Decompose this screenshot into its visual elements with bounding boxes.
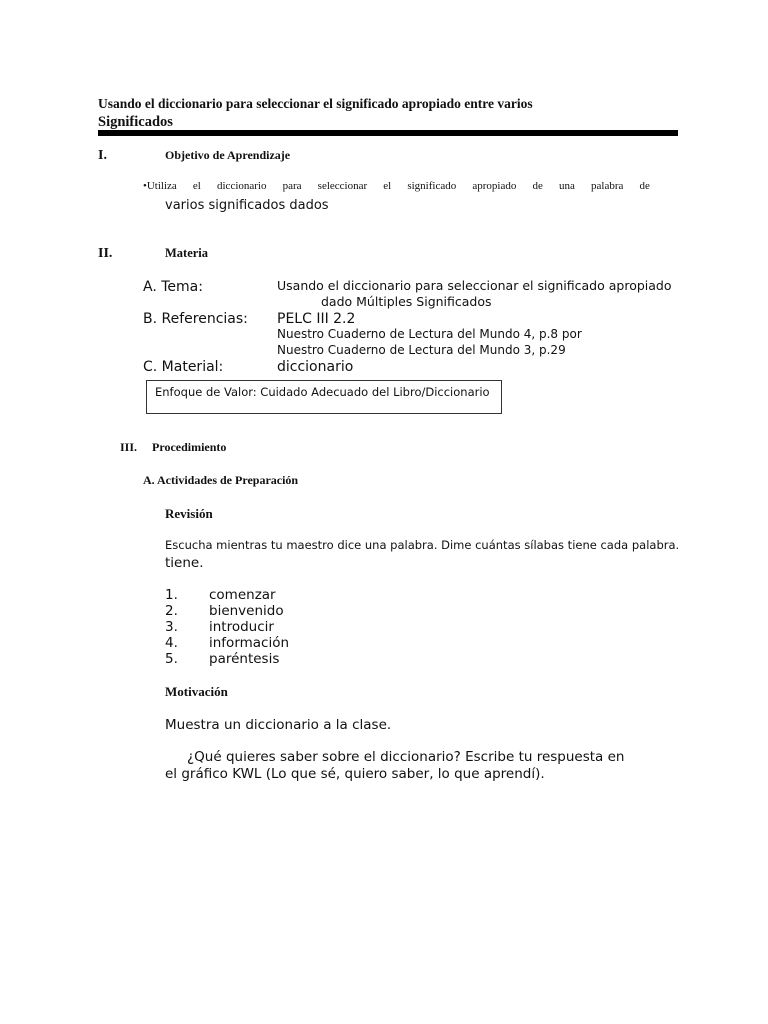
section-2-numeral: II.: [98, 246, 113, 261]
objective-bullet-word: apropiado: [472, 180, 517, 192]
section-3-numeral: III.: [120, 440, 138, 454]
title-divider: [98, 130, 678, 136]
section-1-heading: Objetivo de Aprendizaje: [165, 148, 291, 162]
document-title-line2: Significados: [98, 114, 173, 130]
revision-instruction: Escucha mientras tu maestro dice una palabra. Dime cuántas sílabas tiene cada palabra.: [165, 538, 680, 552]
motivation-line2: ¿Qué quieres saber sobre el diccionario? Escribe tu respuesta en: [187, 749, 625, 765]
objective-bullet-word: seleccionar: [317, 180, 368, 192]
list-item-number: 5.: [165, 651, 178, 667]
referencias-value-line3: Nuestro Cuaderno de Lectura del Mundo 3, p.29: [277, 343, 566, 357]
list-item-number: 3.: [165, 619, 178, 635]
objective-bullet-word: de: [532, 180, 543, 192]
objective-bullet-word: el: [192, 180, 201, 192]
list-item-word: información: [209, 635, 290, 651]
value-focus-text: Enfoque de Valor: Cuidado Adecuado del Libro/Diccionario: [155, 385, 490, 399]
objective-bullet-word: de: [639, 180, 650, 192]
section-3-heading: Procedimiento: [152, 440, 227, 454]
list-item-number: 1.: [165, 587, 178, 603]
tema-value-line1: Usando el diccionario para seleccionar el significado apropiado: [277, 278, 672, 293]
tema-label: A. Tema:: [143, 279, 203, 295]
objective-bullet-word: para: [282, 180, 302, 192]
referencias-value-line1: PELC III 2.2: [277, 311, 356, 327]
list-item-word: bienvenido: [209, 603, 284, 619]
referencias-label: B. Referencias:: [143, 311, 248, 327]
motivation-heading: Motivación: [165, 684, 228, 699]
revision-instruction-cont: tiene.: [165, 555, 204, 571]
motivation-line1: Muestra un diccionario a la clase.: [165, 717, 392, 733]
list-item-word: comenzar: [209, 587, 276, 603]
list-item-word: paréntesis: [209, 651, 280, 667]
material-value: diccionario: [277, 359, 354, 375]
objective-bullet-word: diccionario: [217, 180, 267, 192]
objective-bullet-line: [143, 180, 650, 192]
list-item-number: 2.: [165, 603, 178, 619]
objective-bullet-continuation: varios significados dados: [165, 198, 329, 213]
list-item-word: introducir: [209, 619, 274, 635]
objective-bullet-word: el: [383, 180, 392, 192]
objective-bullet-word: una: [558, 180, 575, 192]
section-2-heading: Materia: [165, 246, 209, 260]
subsection-a-heading: A. Actividades de Preparación: [143, 473, 299, 487]
revision-heading: Revisión: [165, 506, 213, 521]
list-item-number: 4.: [165, 635, 178, 651]
section-1-numeral: I.: [98, 148, 107, 163]
referencias-value-line2: Nuestro Cuaderno de Lectura del Mundo 4, p.8 por: [277, 327, 582, 341]
objective-bullet-word: significado: [407, 180, 457, 192]
objective-bullet-word: •Utiliza: [143, 180, 177, 192]
document-title-line1: Usando el diccionario para seleccionar el significado apropiado entre varios: [98, 96, 533, 111]
tema-value-line2: dado Múltiples Significados: [321, 294, 492, 309]
motivation-line3: el gráfico KWL (Lo que sé, quiero saber, lo que aprendí).: [165, 766, 545, 782]
material-label: C. Material:: [143, 359, 224, 375]
objective-bullet-word: palabra: [591, 180, 624, 192]
